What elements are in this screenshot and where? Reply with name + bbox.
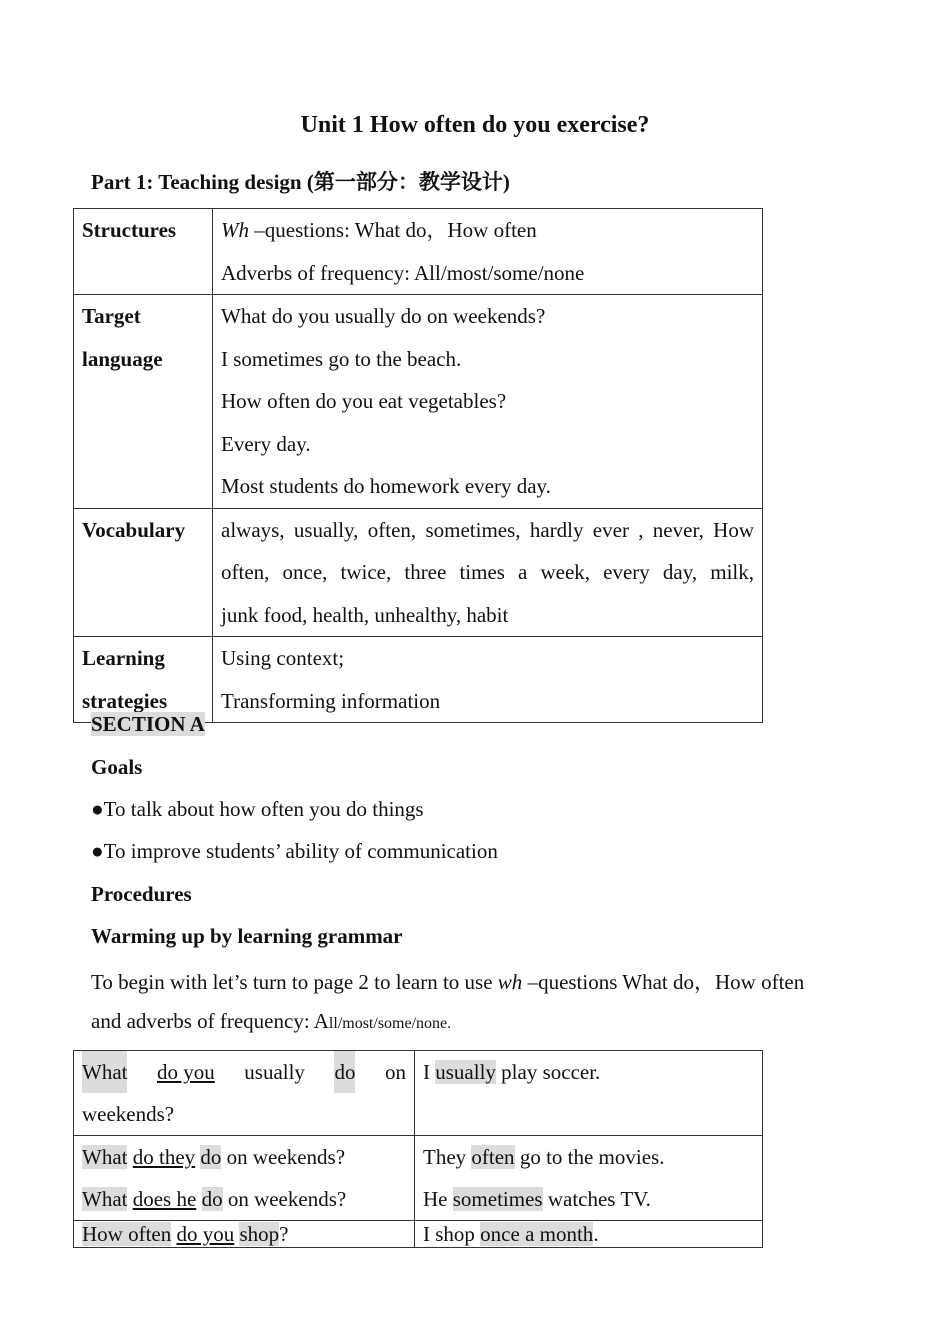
- teaching-design-table: [73, 208, 763, 723]
- document-title: Unit 1 How often do you exercise?: [300, 112, 650, 138]
- goals-heading: Goals: [91, 755, 143, 779]
- row-label-target-language: Target language: [74, 295, 213, 509]
- instruction-paragraph: To begin with let’s turn to page 2 to learn to use wh –questions What do，How often: [91, 970, 805, 994]
- procedures-heading: Procedures: [91, 882, 192, 906]
- table-row: [74, 1136, 763, 1221]
- table-row: [74, 295, 763, 509]
- goal-item: ●To talk about how often you do things: [91, 797, 424, 821]
- answer-cell: I shop once a month.: [415, 1221, 763, 1248]
- row-label-structures: Structures: [74, 209, 213, 295]
- table-row: [74, 508, 763, 637]
- row-label-learning-strategies: Learning strategies: [74, 637, 213, 723]
- part-heading: Part 1: Teaching design (第一部分：教学设计): [91, 170, 510, 194]
- goal-item: ●To improve students’ ability of communication: [91, 839, 498, 863]
- question-cell: How often do you shop?: [74, 1221, 415, 1248]
- grammar-table: [73, 1050, 763, 1248]
- section-heading: SECTION A: [91, 712, 205, 736]
- table-row: [74, 1221, 763, 1248]
- answer-cell: I usually play soccer.: [415, 1051, 763, 1136]
- table-row: [74, 1051, 763, 1136]
- structures-content: Wh –questions: What do，How often Adverbs of frequency: All/most/some/none: [213, 209, 763, 295]
- table-row: [74, 637, 763, 723]
- table-row: [74, 209, 763, 295]
- target-language-content: What do you usually do on weekends? I sometimes go to the beach. How often do you eat vegetables? Every day. Most students do homework every day.: [213, 295, 763, 509]
- question-cell: What do you usually do on weekends?: [74, 1051, 415, 1136]
- instruction-paragraph-cont: and adverbs of frequency: All/most/some/none.: [91, 1009, 452, 1033]
- warming-heading: Warming up by learning grammar: [91, 924, 403, 948]
- strategies-content: Using context; Transforming information: [213, 637, 763, 723]
- answer-cell: They often go to the movies. He sometimes watches TV.: [415, 1136, 763, 1221]
- question-cell: What do they do on weekends? What does he do on weekends?: [74, 1136, 415, 1221]
- row-label-vocabulary: Vocabulary: [74, 508, 213, 637]
- vocabulary-content: always, usually, often, sometimes, hardly ever , never, How often, once, twice, three times a week, every day, milk, junk food, health, unhealthy, habit: [213, 508, 763, 637]
